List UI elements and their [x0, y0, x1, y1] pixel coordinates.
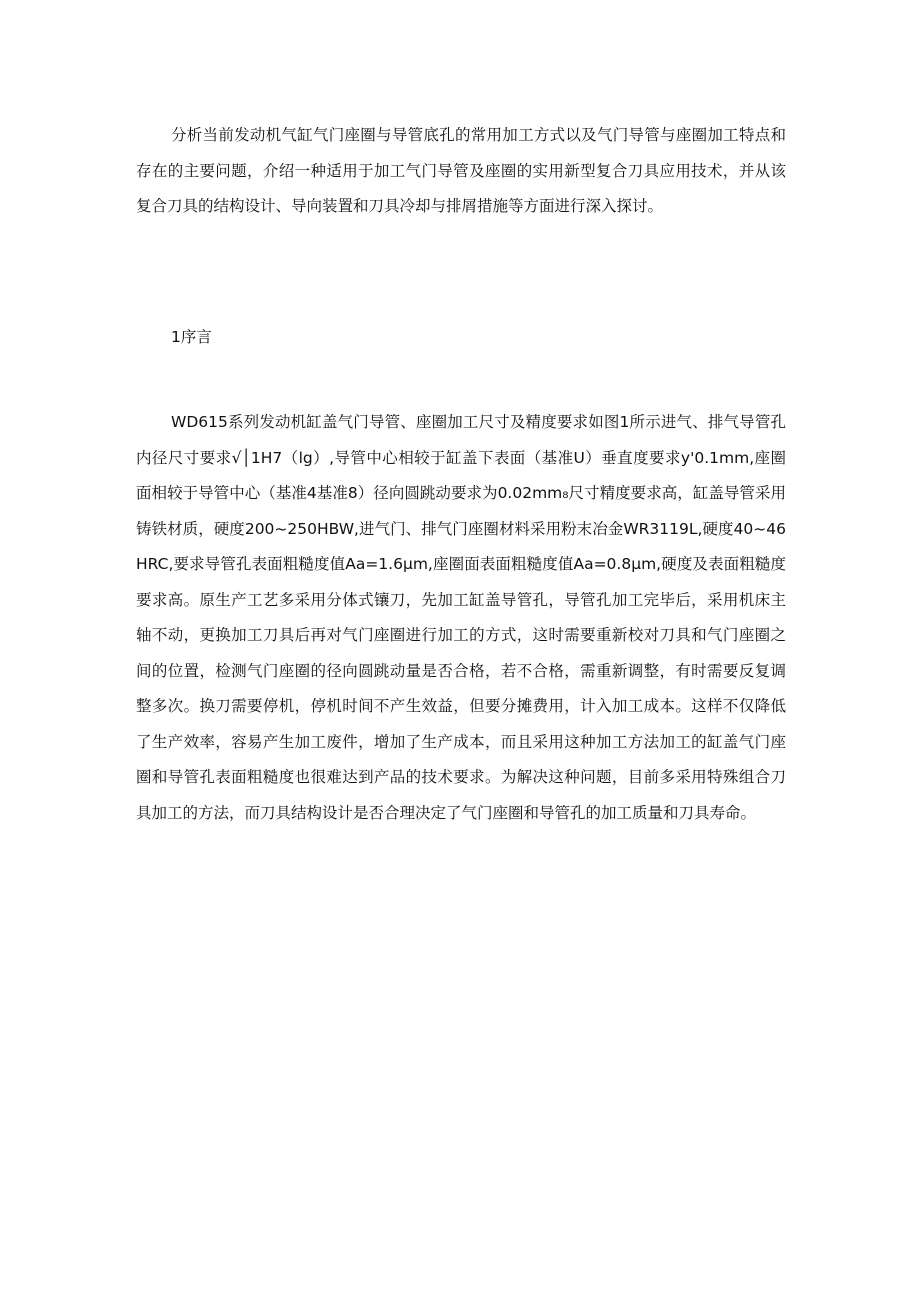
section-heading: 1序言 [171, 328, 212, 346]
abstract-paragraph: 分析当前发动机气缸气门座圈与导管底孔的常用加工方式以及气门导管与座圈加工特点和存在的主要问题，介绍一种适用于加工气门导管及座圈的实用新型复合刀具应用技术，并从该复合刀具的结构设计、导向装置和刀具冷却与排屑措施等方面进行深入探讨。 [136, 126, 786, 215]
body-paragraph: WD615系列发动机缸盖气门导管、座圈加工尺寸及精度要求如图1所示进气、排气导管孔内径尺寸要求√│1H7（lg）,导管中心相较于缸盖下表面（基准U）垂直度要求y'0.1mm,座圈面相较于导管中心（基准4基准8）径向圆跳动要求为0.02mm₈尺寸精度要求高，缸盖导管采用铸铁材质，硬度200~250HBW,进气门、排气门座圈材料采用粉末冶金WR3119L,硬度40~46HRC,要求导管孔表面粗糙度值Aa=1.6μm,座圈面表面粗糙度值Aa=0.8μm,硬度及表面粗糙度要求高。原生产工艺多采用分体式镶刀，先加工缸盖导管孔，导管孔加工完毕后，采用机床主轴不动，更换加工刀具后再对气门座圈进行加工的方式，这时需要重新校对刀具和气门座圈之间的位置，检测气门座圈的径向圆跳动量是否合格，若不合格，需重新调整，有时需要反复调整多次。换刀需要停机，停机时间不产生效益，但要分摊费用，计入加工成本。这样不仅降低了生产效率，容易产生加工废件，增加了生产成本，而且采用这种加工方法加工的缸盖气门座圈和导管孔表面粗糙度也很难达到产品的技术要求。为解决这种问题，目前多采用特殊组合刀具加工的方法，而刀具结构设计是否合理决定了气门座圈和导管孔的加工质量和刀具寿命。 [136, 413, 786, 822]
